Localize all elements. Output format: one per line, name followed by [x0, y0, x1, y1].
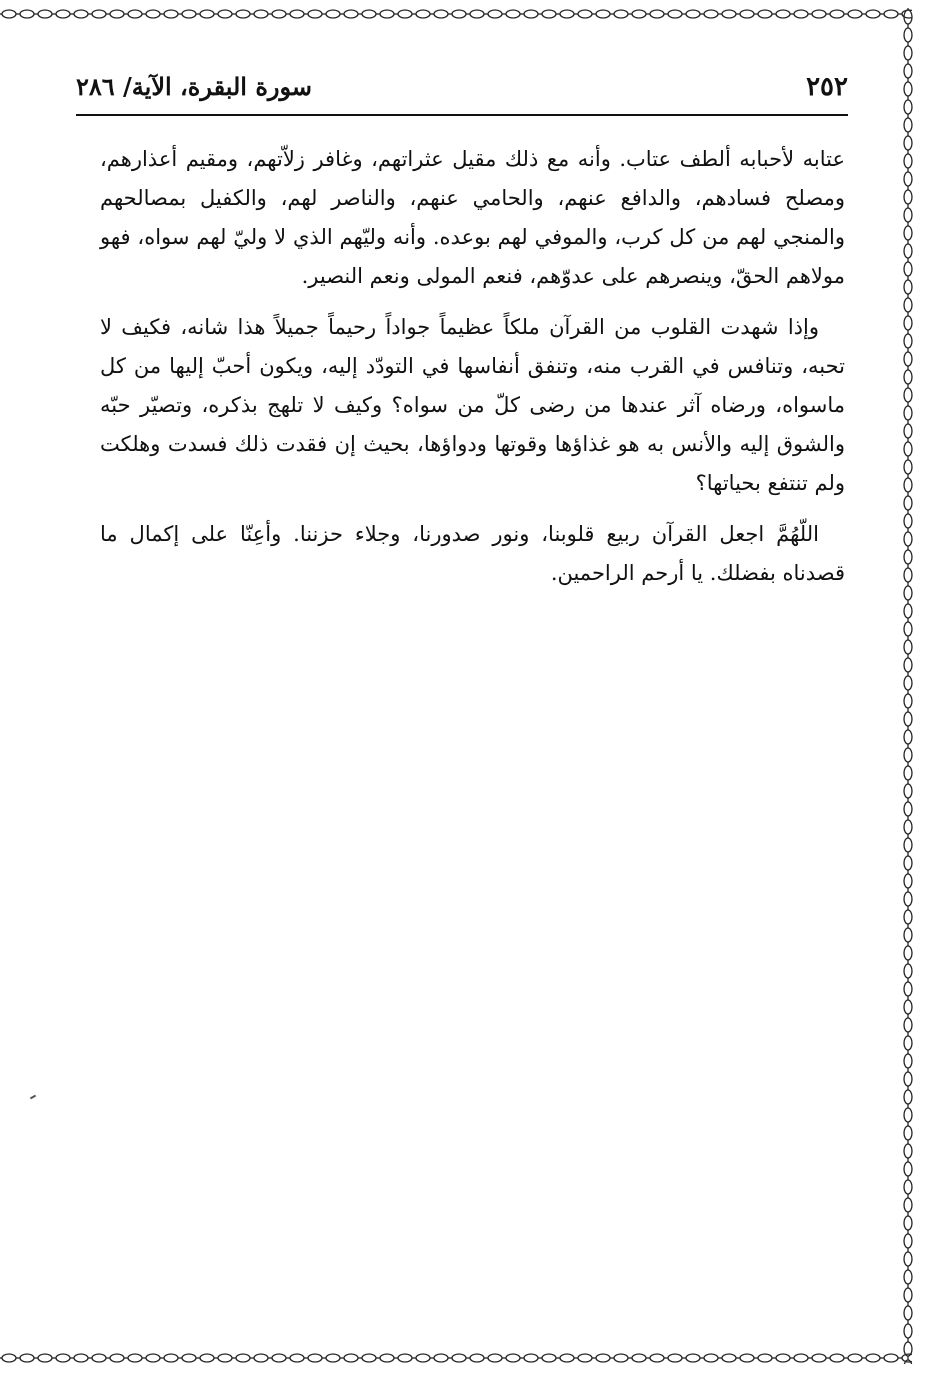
paragraph-2: وإذا شهدت القلوب من القرآن ملكاً عظيماً جواداً رحيماً جميلاً هذا شانه، فكيف لا تحبه، وتنافس في القرب منه، وتنفق أنفاسها في التودّد إليه، ويكون أحبّ إليها من كل ماسواه، ورضاه آثر عندها من رضى كلّ من سواه؟ وكيف لا تلهج بذكره، وتصيّر حبّه والشوق إليه والأنس به هو غذاؤها وقوتها ودواؤها، بحيث إن فقدت ذلك فسدت وهلكت ولم تنتفع بحياتها؟ — [100, 315, 845, 495]
page-body — [100, 140, 845, 605]
ornamental-border-bottom — [0, 1352, 912, 1364]
scan-speck — [30, 1095, 36, 1100]
paragraph-1: عتابه لأحبابه ألطف عتاب. وأنه مع ذلك مقيل عثراتهم، وغافر زلاّتهم، ومقيم أعذارهم، ومصلح فسادهم، والدافع عنهم، والحامي عنهم، والناصر لهم، والكفيل بمصالحهم والمنجي لهم من كل كرب، والموفي لهم بوعده. وأنه وليّهم الذي لا وليّ لهم سواه، فهو مولاهم الحقّ، وينصرهم على عدوّهم، فنعم المولى ونعم النصير. — [100, 147, 845, 288]
paragraph-3: اللّهُمَّ اجعل القرآن ربيع قلوبنا، ونور صدورنا، وجلاء حزننا. وأعِنّا على إكمال ما قصدناه بفضلك. يا أرحم الراحمين. — [100, 522, 845, 585]
ornamental-border-right — [902, 8, 914, 1364]
ornamental-border-top — [0, 8, 912, 20]
page-number: ٢٥٢ — [806, 72, 848, 102]
running-title: سورة البقرة، الآية/ ٢٨٦ — [76, 72, 313, 101]
page-header — [76, 70, 848, 116]
